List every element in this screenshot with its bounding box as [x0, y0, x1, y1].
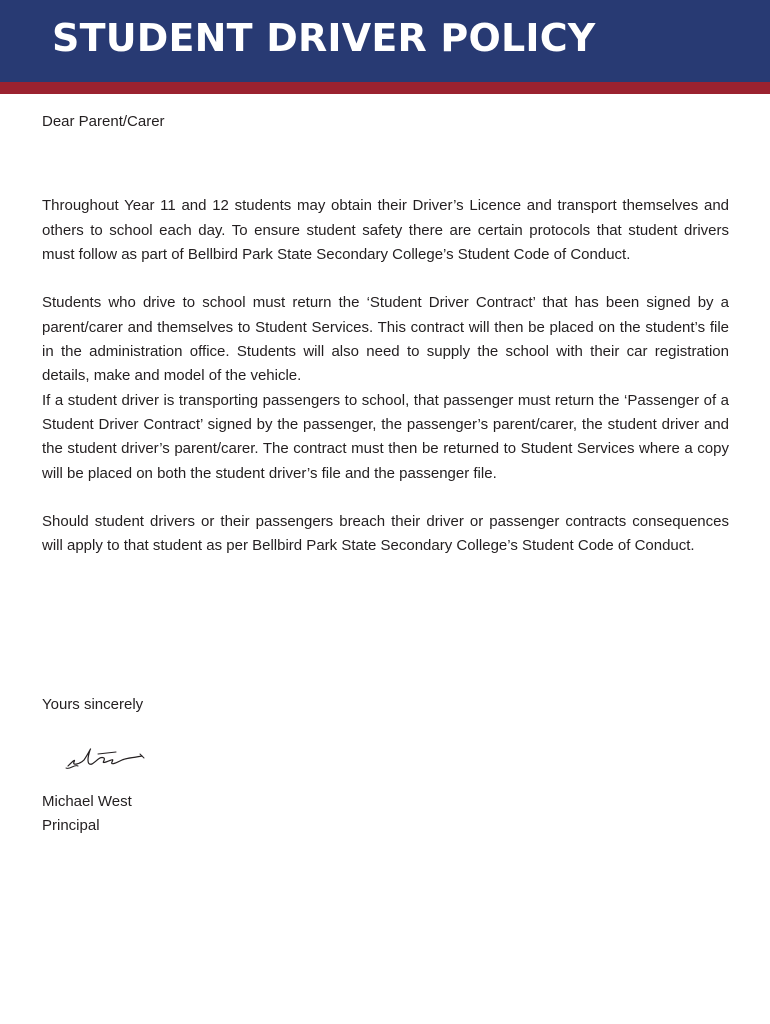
signatory-block — [42, 790, 132, 839]
signatory-title: Principal — [42, 817, 100, 835]
salutation: Dear Parent/Carer — [42, 113, 165, 130]
page-title: STUDENT DRIVER POLICY — [52, 16, 596, 60]
letter-body — [42, 110, 729, 559]
header-accent-stripe — [0, 82, 770, 94]
paragraph-licence: Throughout Year 11 and 12 students may obtain their Driver’s Licence and transport themselves and others to school each day. To ensure student safety there are certain protocols that student drivers must follow as part of Bellbird Park State Secondary College’s Student Code of Conduct. — [42, 197, 729, 263]
closing-block — [42, 693, 342, 717]
signatory-name: Michael West — [42, 793, 132, 810]
closing: Yours sincerely — [42, 696, 144, 713]
signature-icon — [62, 740, 146, 774]
paragraph-driver-contract: Students who drive to school must return the ‘Student Driver Contract’ that has been signed by a parent/carer and themselves to Student Services. This contract will then be placed on the student’s file in the administration office. Students will also need to supply the school with their car registration details, make and model of the vehicle. — [42, 294, 729, 385]
paragraph-passenger-contract: If a student driver is transporting passengers to school, that passenger must return the ‘Passenger of a Student Driver Contract’ signed by the passenger, the passenger’s parent/carer, the student driver and the student driver’s parent/carer. The contract must then be returned to Student Services where a copy will be placed on both the student driver’s file and the passenger file. — [42, 391, 729, 482]
paragraph-consequences: Should student drivers or their passengers breach their driver or passenger contracts consequences will apply to that student as per Bellbird Park State Secondary College’s Student Code of Conduct. — [42, 513, 729, 555]
